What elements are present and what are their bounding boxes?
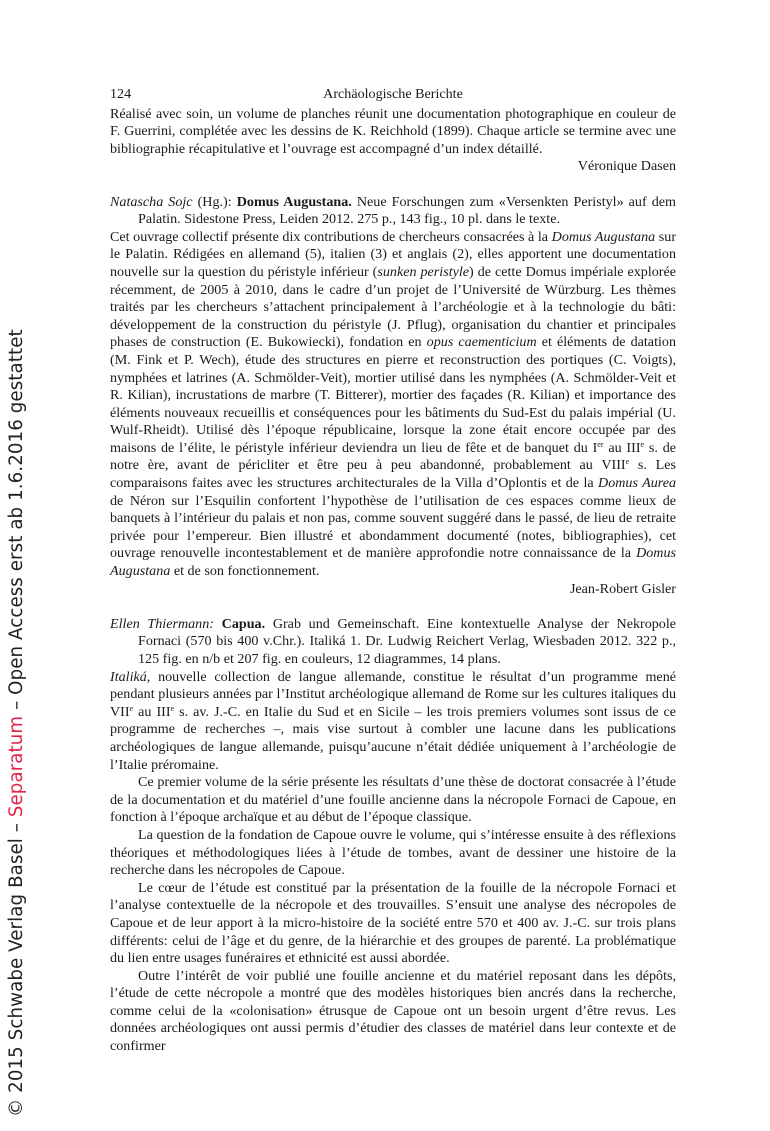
copyright-sidebar bbox=[6, 329, 27, 1117]
citation-details: Neue Forschungen zum «Versenkten Peristyl» auf dem Palatin. Sidestone Press, Leiden 2012. 275 p., 143 fig., 10 pl. dans le texte. bbox=[138, 193, 676, 228]
reviewer-signature: Véronique Dasen bbox=[577, 158, 676, 175]
citation bbox=[110, 194, 676, 229]
review-domus-augustana bbox=[110, 194, 676, 599]
citation bbox=[110, 616, 676, 669]
review-body: Cet ouvrage collectif présente dix contributions de chercheurs consacrées à la Domus Augustana sur le Palatin. Rédigées en allemand (5), italien (3) et anglais (2), elles apportent une documentation nouvelle sur la question du péristyle inférieur (sunken peristyle) de cette Domus impériale explorée récemment, de 2005 à 2010, dans le cadre d’un projet de l’Université de Würzburg. Les thèmes traités par les chercheurs s’attachent principalement à l’archéologie et à la technologie du bâti: développement de la construction du péristyle (J. Pflug), organisation du chantier et principales phases de construction (E. Bukowiecki), fondation en opus caementicium et éléments de datation (M. Fink et P. Wech), étude des structures en pierre et reconstruction des portiques (C. Voigts), nymphées et latrines (A. Schmölder-Veit), mortier utilisé dans les nymphées (A. Schmölder-Veit et R. Kilian), incrustations de marbre (T. Bitterer), mortier des façades (R. Kilian) et importance des éléments nouveaux recueillis et conséquences pour les bâtiments du Sud-Est du palais impérial (U. Wulf-Rheidt). Utilisé dès l’époque républicaine, lorsque la zone était encore occupée par des maisons de l’élite, le péristyle inférieur deviendra un lieu de fête et de banquet du Ier au IIIe s. de notre ère, avant de péricliter et être peu à peu abandonné, probablement au VIIIe s. Les comparaisons faites avec les structures architecturales de la Villa d’Oplontis et de la Domus Aurea de Néron sur l’Esquilin confortent l’hypothèse de l’utilisation de ces espaces comme lieux de banquets à l’intérieur du palais et non pas, comme souvent suggéré dans le passé, de lieu de retraite privée pour l’empereur. Bien illustré et abondamment documenté (notes, bibliographies), cet ouvrage renouvelle incontestablement et de manière approfondie notre connaissance de la Domus Augustana et de son fonctionnement. bbox=[110, 228, 677, 580]
book-author: Ellen Thiermann: bbox=[110, 615, 214, 632]
sidebar-separatum: Separatum bbox=[6, 715, 27, 818]
review-capua bbox=[110, 616, 676, 1056]
page-content bbox=[110, 86, 676, 1056]
previous-review-end bbox=[110, 106, 676, 176]
sidebar-prefix: © 2015 Schwabe Verlag Basel – bbox=[6, 817, 27, 1117]
reviewer-signature: Jean-Robert Gisler bbox=[569, 580, 676, 597]
review-paragraph: Outre l’intérêt de voir publié une fouille ancienne et du matériel reposant dans les dépôts, l’étude de cette nécropole a montré que des modèles historiques bien ancrés dans la recherche, comme celui de la «colonisation» étrusque de Capoue ont un besoin urgent d’être revus. Les données archéologiques ont aussi permis d’étudier des classes de matériel dans leur contexte et de confirmer bbox=[110, 967, 676, 1055]
citation-details: Grab und Gemeinschaft. Eine kontextuelle Analyse der Nekropole Fornaci (570 bis 400 v.Chr.). Italiká 1. Dr. Ludwig Reichert Verlag, Wiesbaden 2012. 322 p., 125 fig. en n/b et 207 fig. en couleurs, 12 diagrammes, 14 plans. bbox=[138, 615, 677, 667]
editor-note: (Hg.): bbox=[192, 193, 237, 210]
book-title: Capua. bbox=[213, 615, 266, 632]
sidebar-suffix: – Open Access erst ab 1.6.2016 gestattet bbox=[6, 329, 27, 716]
review-paragraph: La question de la fondation de Capoue ouvre le volume, qui s’intéresse ensuite à des réflexions théoriques et méthodologiques liées à l’étude de tombes, avant de dessiner une histoire de la recherche dans les nécropoles de Capoue. bbox=[110, 826, 676, 879]
running-head bbox=[110, 86, 676, 104]
review-paragraph: Italiká, nouvelle collection de langue allemande, constitue le résultat d’un programme mené pendant plusieurs années par l’Institut archéologique allemand de Rome sur les cultures italiques du VIIe au IIIe s. av. J.-C. en Italie du Sud et en Sicile – les trois premiers volumes sont issus de ce programme de recherches –, mais vise surtout à combler une lacune dans les publications archéologiques de langue allemande, puisqu’aucune n’était dédiée uniquement à l’archéologie de l’Italie préromaine. bbox=[110, 668, 677, 773]
book-title: Domus Augustana. bbox=[236, 193, 352, 210]
book-author: Natascha Sojc bbox=[110, 193, 193, 210]
running-title: Archäologische Berichte bbox=[323, 86, 463, 102]
review-paragraph: Ce premier volume de la série présente les résultats d’une thèse de doctorat consacrée à l’étude de la documentation et du matériel d’une fouille ancienne dans la nécropole Fornaci de Capoue, en fonction à l’époque archaïque et au début de l’époque classique. bbox=[110, 774, 676, 826]
previous-review-text: Réalisé avec soin, un volume de planches réunit une documentation photographique en couleur de F. Guerrini, complétée avec les dessins de K. Reichhold (1899). Chaque article se termine avec une bibliographie récapitulative et l’ouvrage est accompagné d’un index détaillé. bbox=[110, 105, 676, 157]
review-paragraph: Le cœur de l’étude est constitué par la présentation de la fouille de la nécropole Fornaci et l’analyse contextuelle de la nécropole et des trouvailles. S’ensuit une analyse des nécropoles de Capoue et de leur apport à la micro-histoire de la société entre 570 et 400 av. J.-C. sur trois plans différents: celui de l’âge et du genre, de la hiérarchie et des groupes de parenté. La problématique du lien entre usages funéraires et ethnicité est aussi abordée. bbox=[110, 879, 676, 967]
page-number: 124 bbox=[110, 86, 132, 102]
